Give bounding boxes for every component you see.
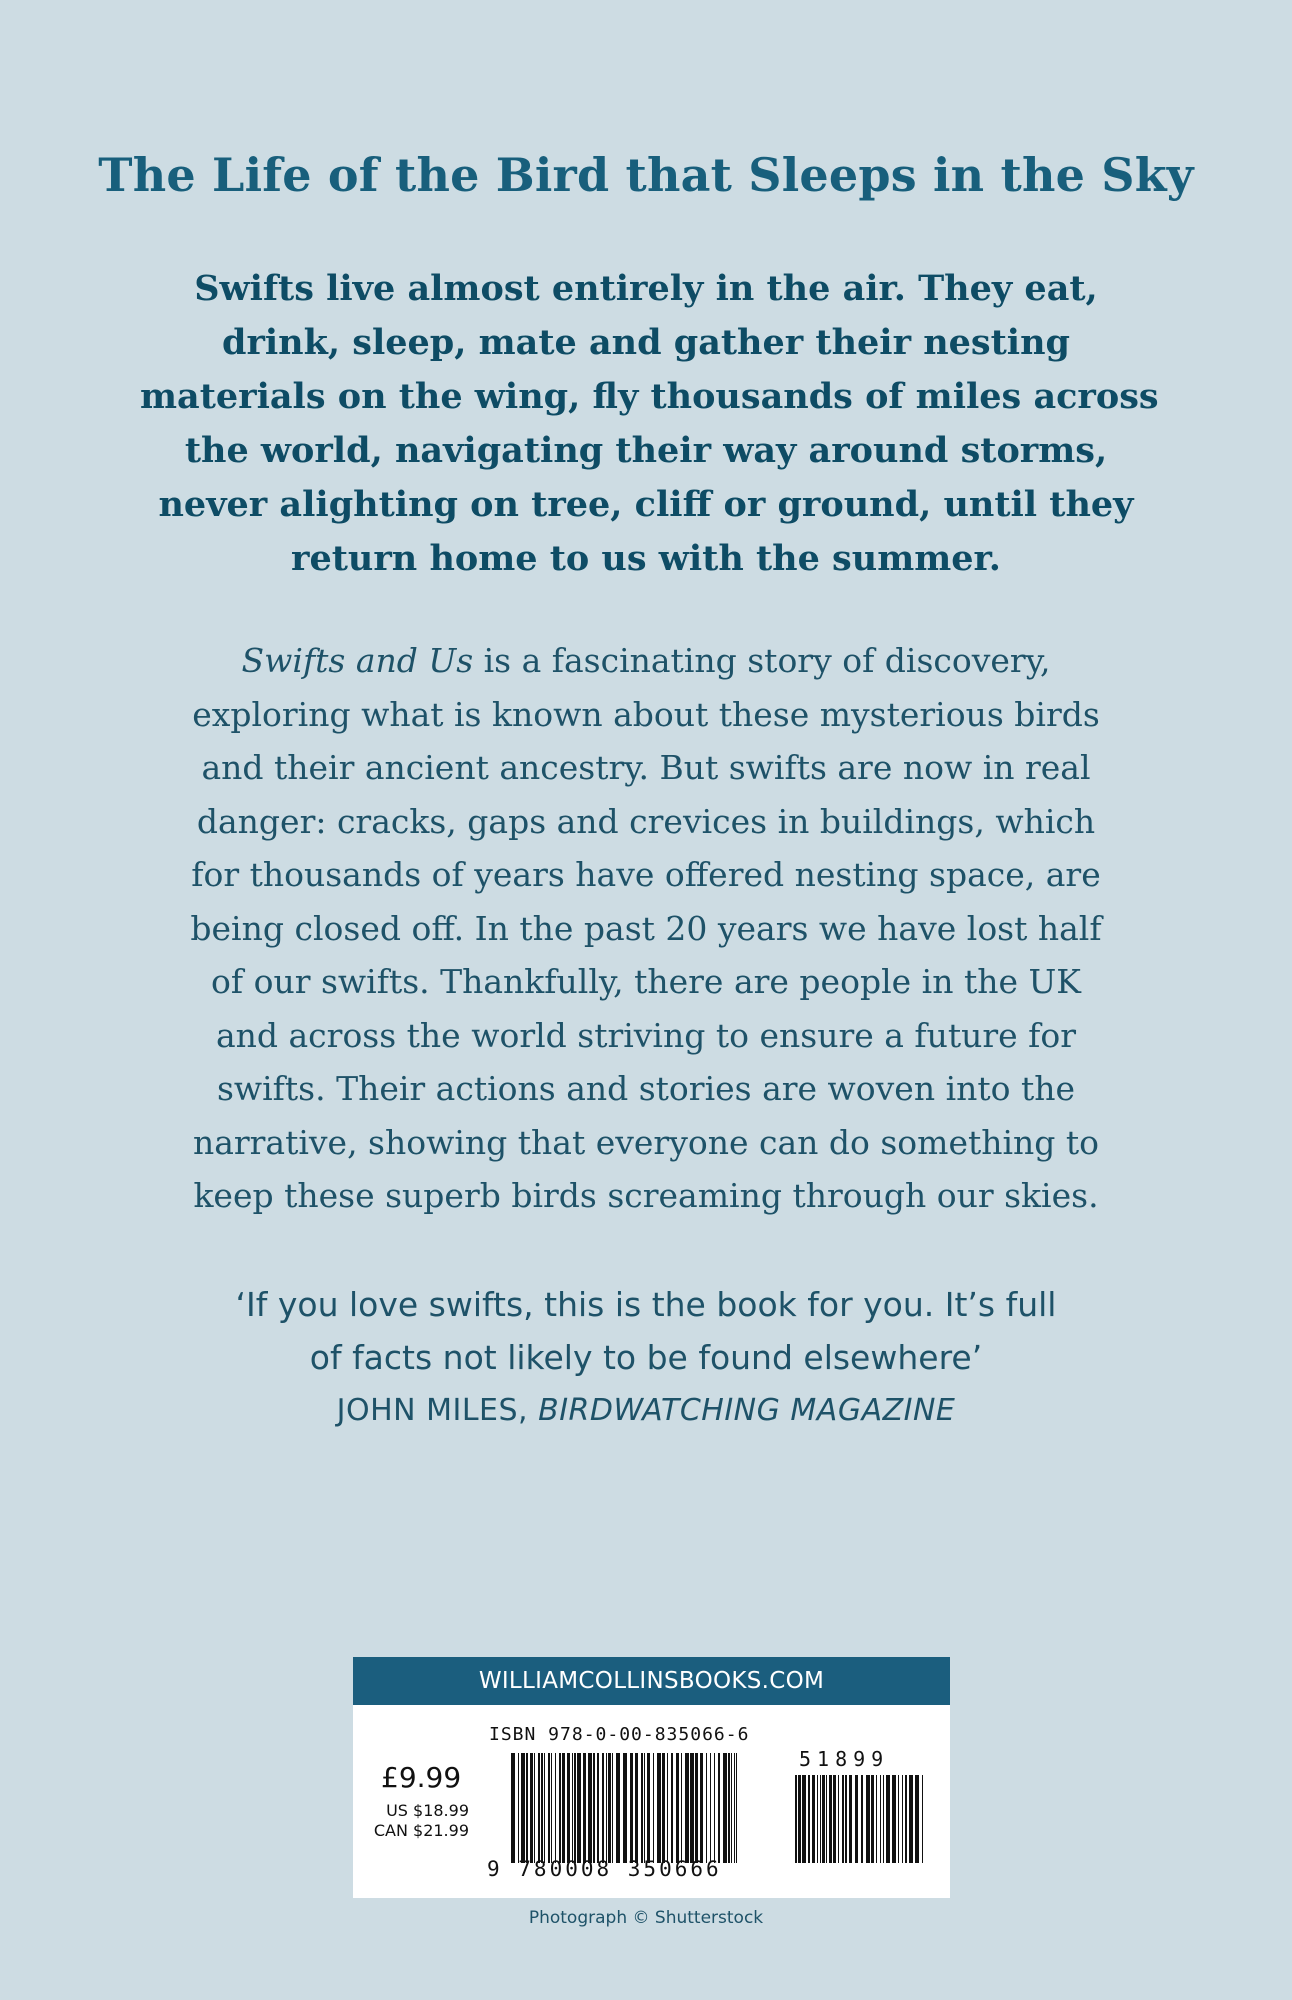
description-line: narrative, showing that everyone can do something to (192, 1122, 1100, 1162)
barcode-bar (690, 1753, 694, 1863)
barcode-bar (826, 1775, 827, 1863)
barcode-bar (833, 1775, 836, 1863)
barcode-bar (798, 1775, 801, 1863)
barcode-bar (731, 1753, 732, 1863)
barcode-bar (526, 1753, 528, 1863)
barcode-digits: 9 780008 350666 (487, 1857, 722, 1881)
barcode-bar (802, 1775, 806, 1863)
barcode-bar (710, 1753, 711, 1863)
barcode-bar (685, 1753, 689, 1863)
description-line: of our swifts. Thankfully, there are people in the UK (211, 962, 1081, 1001)
isbn-label: ISBN 978-0-00-835066-6 (489, 1724, 750, 1745)
barcode-bar (845, 1775, 847, 1863)
barcode-bar (538, 1753, 540, 1863)
barcode-bar (559, 1753, 561, 1863)
barcode-panel (353, 1657, 950, 1898)
barcode-bar (855, 1775, 858, 1863)
barcode-bar (909, 1775, 913, 1863)
barcode-bar (861, 1775, 863, 1863)
barcode-bar (662, 1753, 665, 1863)
barcode-bar (849, 1775, 852, 1863)
book-title-italic: Swifts and Us (241, 641, 474, 680)
description-line-rest: is a fascinating story of discovery, (473, 641, 1051, 680)
barcode-bar (700, 1753, 703, 1863)
barcode-bar (644, 1753, 645, 1863)
barcode-bar (795, 1775, 797, 1863)
bold-blurb (140, 262, 1159, 586)
bold-blurb-line: Swifts live almost entirely in the air. They eat, (194, 268, 1098, 309)
barcode-bar (922, 1775, 923, 1863)
barcode-bar (612, 1753, 613, 1863)
barcode-bar (548, 1753, 550, 1863)
barcode-bar (829, 1775, 832, 1863)
barcode-bar (808, 1775, 810, 1863)
barcode-bar (534, 1753, 535, 1863)
barcode-bar (871, 1775, 874, 1863)
price-us: US $18.99 (386, 1801, 469, 1820)
barcode-bar (653, 1753, 654, 1863)
barcode-bar (541, 1753, 543, 1863)
barcode-bar (544, 1753, 545, 1863)
barcode-bar (574, 1753, 576, 1863)
description-line: keep these superb birds screaming through our skies. (193, 1176, 1099, 1215)
price-addon-barcode (795, 1775, 925, 1863)
publisher-website[interactable]: WILLIAMCOLLINSBOOKS.COM (353, 1657, 950, 1705)
barcode-bar (817, 1775, 818, 1863)
barcode-bar (898, 1775, 899, 1863)
description-line: swifts. Their actions and stories are woven into the (216, 1069, 1076, 1108)
description-line (120, 634, 1172, 688)
barcode-bar (518, 1753, 519, 1863)
barcode-bar (608, 1753, 611, 1863)
barcode-bar (876, 1775, 877, 1863)
description-line: and across the world striving to ensure a future for (215, 1015, 1077, 1055)
barcode-bar (577, 1753, 581, 1863)
barcode-bar (521, 1753, 525, 1863)
barcode-bar (630, 1753, 633, 1863)
barcode-bar (641, 1753, 643, 1863)
barcode-bar (723, 1753, 727, 1863)
description-line: danger: cracks, gaps and crevices in buildings, which (196, 801, 1096, 841)
barcode-bar (583, 1753, 586, 1863)
description-line: being closed off. In the past 20 years we have lost half (190, 908, 1102, 948)
barcode-bar (706, 1753, 707, 1863)
barcode-bar (886, 1775, 890, 1863)
bold-blurb-line: the world, navigating their way around storms, (184, 430, 1108, 471)
barcode-bar (511, 1753, 515, 1863)
barcode-bar (667, 1753, 668, 1863)
barcode-bar (681, 1753, 682, 1863)
isbn-barcode (511, 1753, 739, 1863)
description-line: exploring what is known about these mysterious birds (192, 694, 1100, 734)
barcode-bar (880, 1775, 881, 1863)
barcode-bar (842, 1775, 844, 1863)
description-line: and their ancient ancestry. But swifts are now in real (201, 748, 1091, 787)
barcode-bar (838, 1775, 839, 1863)
barcode-bar (623, 1753, 627, 1863)
review-quote (160, 1278, 1132, 1437)
quote-line: ‘If you love swifts, this is the book for you. It’s full (235, 1285, 1057, 1324)
barcode-bar (812, 1775, 815, 1863)
quote-line: of facts not likely to be found elsewhere’ (309, 1338, 983, 1377)
barcode-bar (551, 1753, 552, 1863)
barcode-bar (597, 1753, 599, 1863)
quote-attribution (160, 1384, 1132, 1437)
back-cover-heading: The Life of the Bird that Sleeps in the Sky (98, 148, 1194, 202)
barcode-bar (530, 1753, 533, 1863)
barcode-bar (572, 1753, 573, 1863)
barcode-bar (718, 1753, 720, 1863)
barcode-bar (671, 1753, 673, 1863)
barcode-bar (555, 1753, 556, 1863)
bold-blurb-line: drink, sleep, mate and gather their nesting (221, 322, 1071, 363)
quote-author: JOHN MILES, (336, 1393, 539, 1428)
barcode-bar (714, 1753, 715, 1863)
barcode-bar (647, 1753, 650, 1863)
price-can: CAN $21.99 (373, 1821, 469, 1840)
barcode-bar (695, 1753, 698, 1863)
barcode-bar (902, 1775, 903, 1863)
photo-credit: Photograph © Shutterstock (528, 1908, 764, 1928)
barcode-bar (728, 1753, 730, 1863)
barcode-bar (866, 1775, 870, 1863)
barcode-bar (593, 1753, 595, 1863)
barcode-bar (588, 1753, 592, 1863)
barcode-bar (635, 1753, 638, 1863)
barcode-bar (734, 1753, 735, 1863)
barcode-bar (657, 1753, 661, 1863)
description-line: for thousands of years have offered nesting space, are (191, 855, 1101, 894)
barcode-bar (820, 1775, 821, 1863)
barcode-bar (616, 1753, 620, 1863)
price-gbp: £9.99 (381, 1761, 462, 1794)
price-addon-digits: 51899 (799, 1747, 890, 1771)
barcode-bar (602, 1753, 604, 1863)
barcode-bar (567, 1753, 570, 1863)
barcode-bar (892, 1775, 896, 1863)
barcode-bar (915, 1775, 919, 1863)
description-paragraph (120, 634, 1172, 1223)
bold-blurb-line: never alighting on tree, cliff or ground, until they (158, 484, 1134, 525)
barcode-bar (562, 1753, 565, 1863)
barcode-bar (883, 1775, 884, 1863)
bold-blurb-line: return home to us with the summer. (291, 538, 1001, 579)
barcode-bar (905, 1775, 907, 1863)
barcode-bar (676, 1753, 679, 1863)
quote-publication: BIRDWATCHING MAGAZINE (538, 1393, 956, 1428)
barcode-bar (736, 1753, 737, 1863)
barcode-bar (822, 1775, 825, 1863)
barcode-bar (606, 1753, 607, 1863)
bold-blurb-line: materials on the wing, fly thousands of miles across (140, 376, 1159, 417)
